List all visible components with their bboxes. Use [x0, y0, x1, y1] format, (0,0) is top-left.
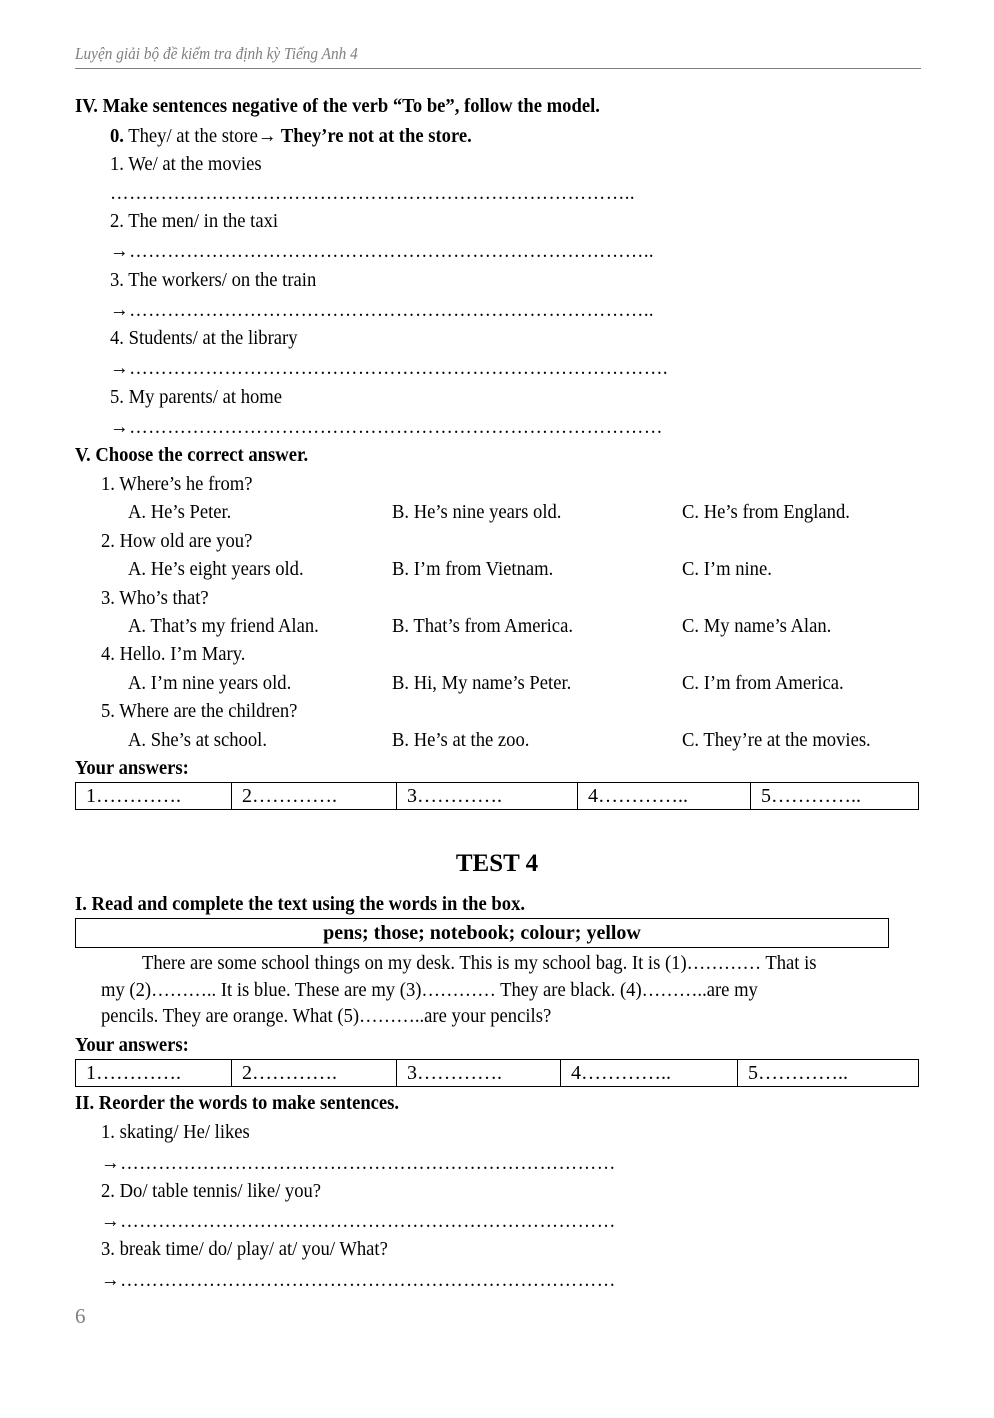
answer-cell[interactable]: 3…………. [397, 783, 578, 810]
option-c[interactable]: C. My name’s Alan. [682, 615, 832, 637]
model-answer: They’re not at the store. [276, 125, 472, 147]
word-box: pens; those; notebook; colour; yellow [75, 918, 889, 948]
question: 2. How old are you? [101, 530, 253, 552]
model-number: 0. [110, 125, 124, 147]
answer-line[interactable]: →…………………………………………………………………… [101, 1210, 616, 1232]
answer-line[interactable]: ……………………………………………………………………….. [110, 182, 635, 204]
reorder-prompt: 2. Do/ table tennis/ like/ you? [101, 1180, 322, 1202]
answer-line[interactable]: →……………………………………………………………………….. [110, 240, 655, 262]
answers-label: Your answers: [75, 1034, 189, 1056]
part-i-heading: I. Read and complete the text using the words in the box. [75, 893, 526, 915]
answer-cell[interactable]: 4………….. [578, 783, 751, 810]
question: 1. Where’s he from? [101, 473, 253, 495]
option-b[interactable]: B. He’s nine years old. [392, 501, 562, 523]
section-v-heading: V. Choose the correct answer. [75, 444, 309, 466]
answer-cell[interactable]: 3…………. [397, 1060, 561, 1087]
answers-row [76, 783, 919, 810]
answer-cell[interactable]: 5………….. [738, 1060, 919, 1087]
answer-line[interactable]: →………………………………………………………………………… [110, 416, 663, 438]
option-a[interactable]: A. I’m nine years old. [128, 672, 292, 694]
option-a[interactable]: A. He’s Peter. [128, 501, 232, 523]
answer-cell[interactable]: 1…………. [76, 1060, 232, 1087]
question: 5. Where are the children? [101, 700, 298, 722]
section-iv-heading: IV. Make sentences negative of the verb “To be”, follow the model. [75, 95, 600, 117]
test-title: TEST 4 [455, 850, 539, 877]
option-a[interactable]: A. That’s my friend Alan. [128, 615, 319, 637]
section-iv-model [110, 123, 472, 149]
answers-table [75, 1059, 919, 1087]
model-prompt: They/ at the store [128, 125, 258, 147]
answer-cell[interactable]: 4………….. [561, 1060, 738, 1087]
option-c[interactable]: C. They’re at the movies. [682, 729, 871, 751]
answers-label: Your answers: [75, 757, 189, 779]
section-iv-item-prompt: 1. We/ at the movies [110, 153, 262, 175]
reading-text-line: my (2)……….. It is blue. These are my (3)………… They are black. (4)………..are my [101, 979, 758, 1001]
section-iv-item-prompt: 5. My parents/ at home [110, 386, 283, 408]
answer-line[interactable]: →…………………………………………………………………… [101, 1269, 616, 1291]
reading-text-line: pencils. They are orange. What (5)………..are your pencils? [101, 1005, 552, 1027]
running-header [75, 44, 921, 69]
section-iv-item-prompt: 4. Students/ at the library [110, 327, 298, 349]
running-header-title: Luyện giải bộ đề kiểm tra định kỳ Tiếng Anh 4 [75, 44, 358, 63]
question: 4. Hello. I’m Mary. [101, 643, 246, 665]
part-ii-heading: II. Reorder the words to make sentences. [75, 1092, 400, 1114]
page-number: 6 [75, 1304, 86, 1328]
option-b[interactable]: B. That’s from America. [392, 615, 573, 637]
option-c[interactable]: C. I’m nine. [682, 558, 772, 580]
reorder-prompt: 3. break time/ do/ play/ at/ you/ What? [101, 1238, 388, 1260]
answers-table [75, 782, 919, 810]
answer-cell[interactable]: 1…………. [76, 783, 232, 810]
option-c[interactable]: C. I’m from America. [682, 672, 844, 694]
answer-cell[interactable]: 2…………. [232, 783, 397, 810]
section-iv-item-prompt: 3. The workers/ on the train [110, 269, 317, 291]
option-a[interactable]: A. He’s eight years old. [128, 558, 304, 580]
option-a[interactable]: A. She’s at school. [128, 729, 267, 751]
answer-line[interactable]: →…………………………………………………………………… [101, 1152, 616, 1174]
option-b[interactable]: B. He’s at the zoo. [392, 729, 530, 751]
option-b[interactable]: B. I’m from Vietnam. [392, 558, 554, 580]
question: 3. Who’s that? [101, 587, 209, 609]
answer-line[interactable]: →…………………………………………………………………………. [110, 357, 668, 379]
answer-line[interactable]: →……………………………………………………………………….. [110, 299, 655, 321]
answer-cell[interactable]: 2…………. [232, 1060, 397, 1087]
answer-cell[interactable]: 5………….. [751, 783, 919, 810]
answers-row [76, 1060, 919, 1087]
reorder-prompt: 1. skating/ He/ likes [101, 1121, 250, 1143]
model-arrow: → [257, 125, 277, 147]
option-b[interactable]: B. Hi, My name’s Peter. [392, 672, 572, 694]
option-c[interactable]: C. He’s from England. [682, 501, 850, 523]
section-iv-item-prompt: 2. The men/ in the taxi [110, 210, 279, 232]
reading-text-line: There are some school things on my desk. This is my school bag. It is (1)………… That is [142, 952, 817, 974]
